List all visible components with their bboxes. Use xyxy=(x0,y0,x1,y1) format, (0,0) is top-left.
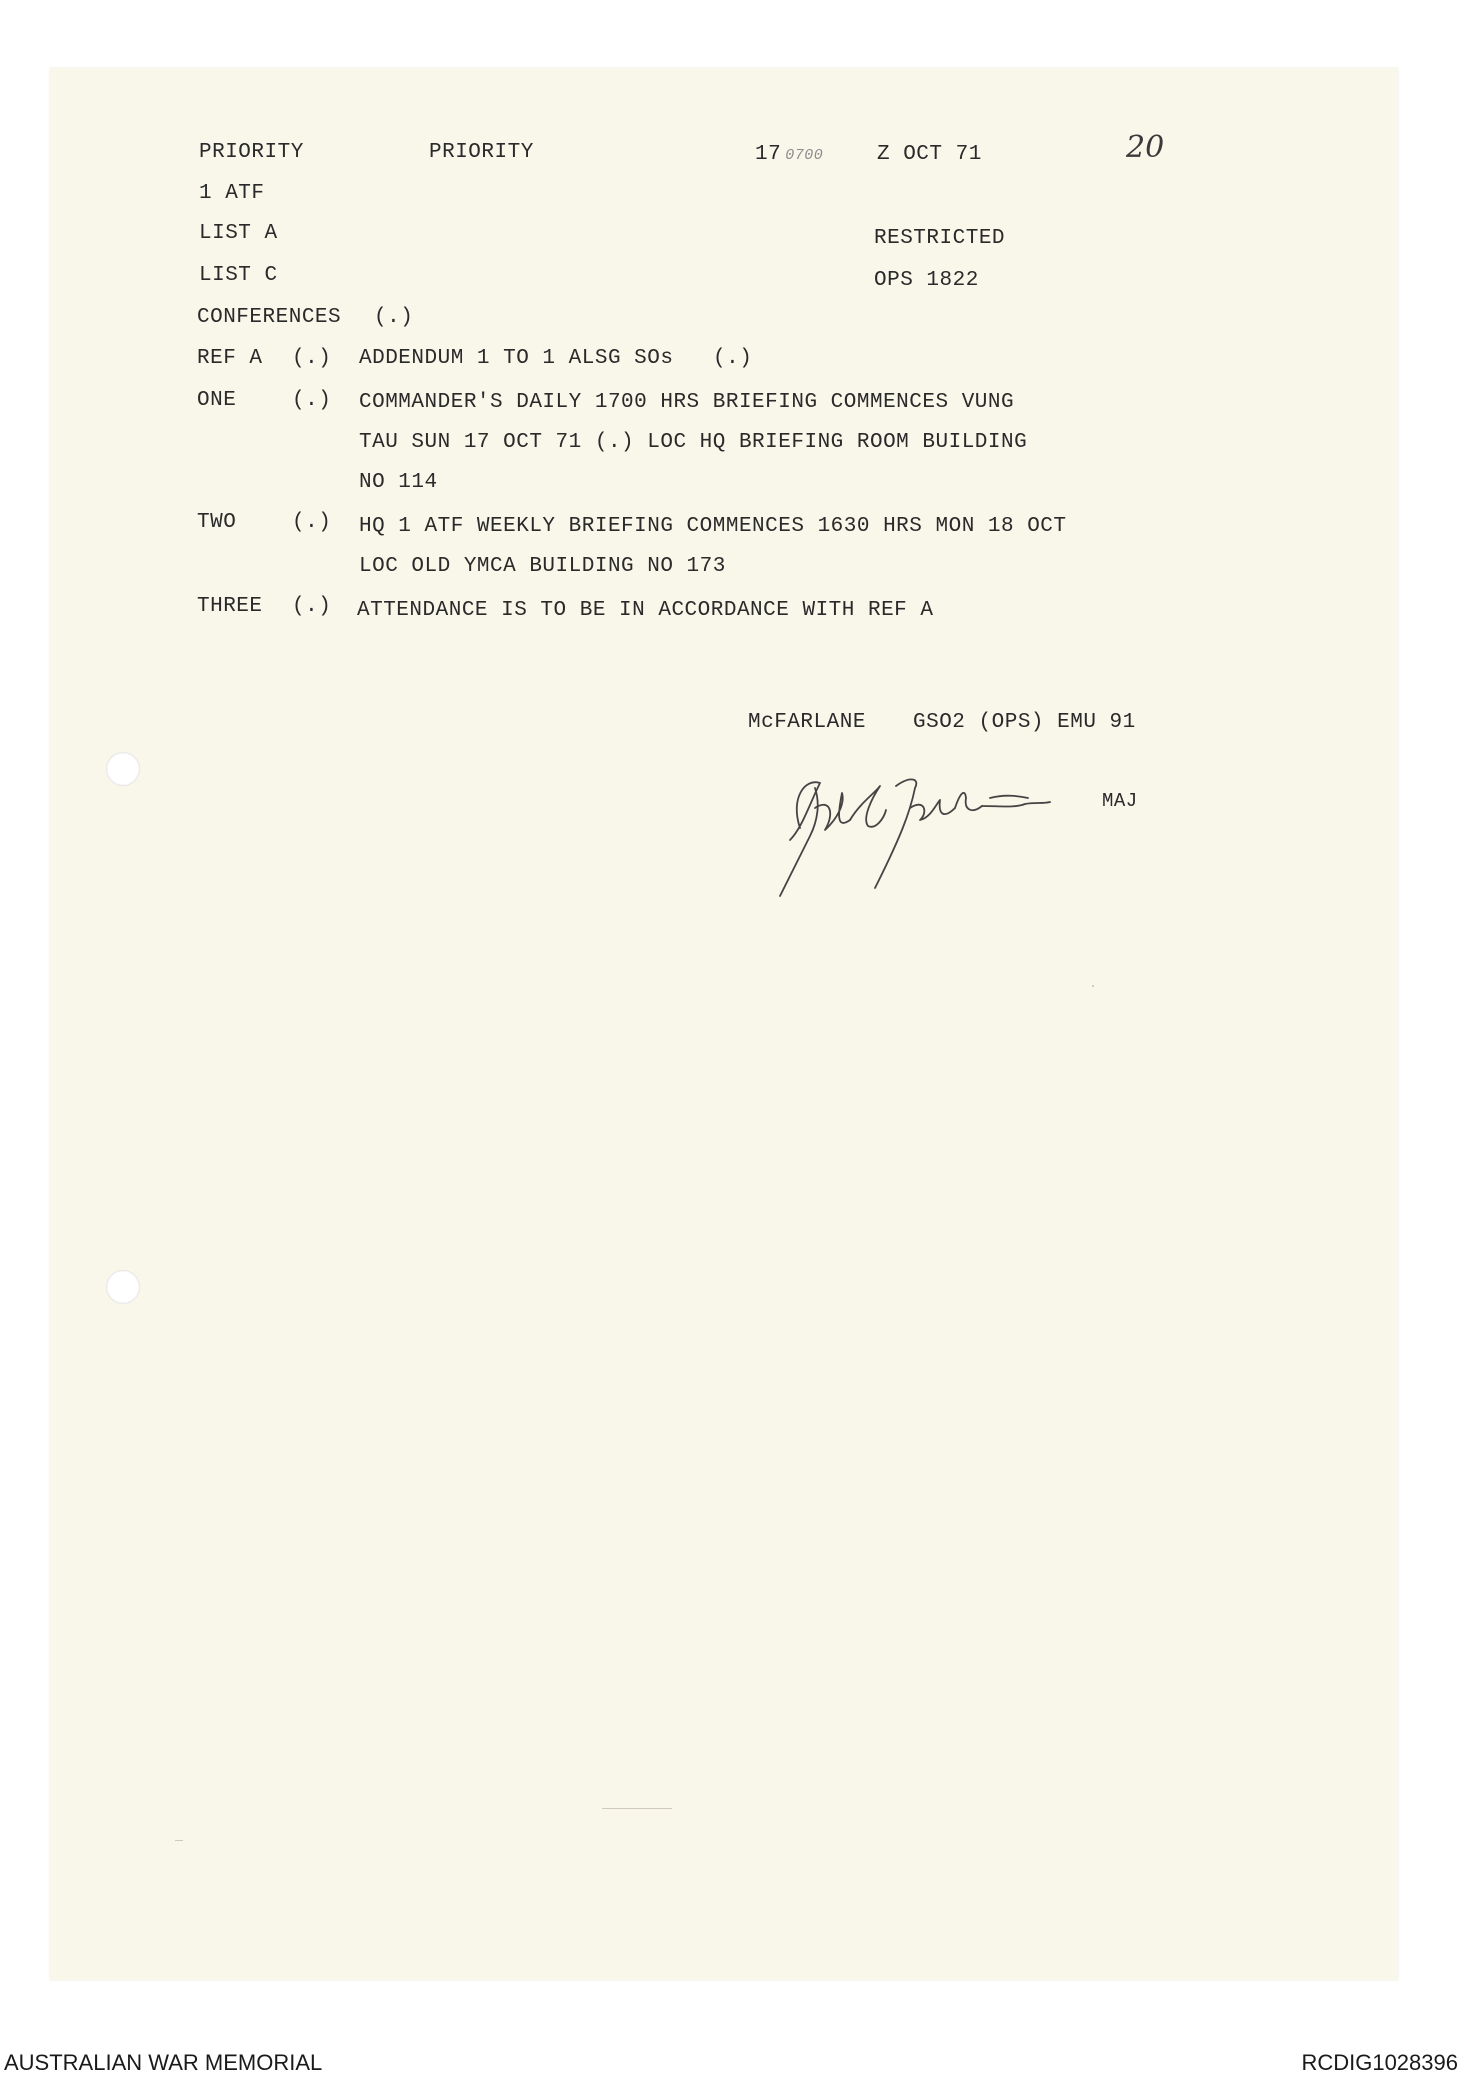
paragraph-stop-ref-a: (.) xyxy=(292,347,332,370)
subject-stop: (.) xyxy=(374,306,414,329)
reference-number: OPS 1822 xyxy=(874,269,979,292)
handwritten-signature xyxy=(760,758,1090,908)
punch-hole-bottom xyxy=(106,1270,140,1304)
paragraph-label-one: ONE xyxy=(197,389,237,412)
precedence-label: PRIORITY xyxy=(199,141,304,164)
dtg-handwritten: 0700 xyxy=(785,147,824,164)
paragraph-label-ref-a: REF A xyxy=(197,347,263,370)
paragraph-text-one-line-1: COMMANDER'S DAILY 1700 HRS BRIEFING COMMENCES VUNG xyxy=(359,391,1015,414)
paragraph-text-two-line-2: LOC OLD YMCA BUILDING NO 173 xyxy=(359,555,726,578)
classification: RESTRICTED xyxy=(874,227,1006,250)
addressee-3: LIST C xyxy=(199,264,278,287)
paper-mark xyxy=(1092,985,1094,987)
originator-appointment: GSO2 (OPS) EMU 91 xyxy=(913,711,1136,734)
paragraph-stop-three: (.) xyxy=(292,595,332,618)
addressee-1: 1 ATF xyxy=(199,182,265,205)
paragraph-stop-one: (.) xyxy=(292,389,332,412)
originator-name: McFARLANE xyxy=(748,711,866,734)
paragraph-label-three: THREE xyxy=(197,595,263,618)
paragraph-text-one-line-2: TAU SUN 17 OCT 71 (.) LOC HQ BRIEFING ROOM BUILDING xyxy=(359,431,1028,454)
paragraph-text-one-line-3: NO 114 xyxy=(359,471,438,494)
date-time-group xyxy=(755,144,823,165)
folio-number: 20 xyxy=(1126,130,1165,165)
subject: CONFERENCES xyxy=(197,306,342,329)
addressee-2: LIST A xyxy=(199,222,278,245)
precedence-label-secondary: PRIORITY xyxy=(429,141,534,164)
paper-mark xyxy=(175,1840,183,1841)
footer-item-id: RCDIG1028396 xyxy=(1301,2050,1458,2075)
paragraph-text-two-line-1: HQ 1 ATF WEEKLY BRIEFING COMMENCES 1630 HRS MON 18 OCT xyxy=(359,515,1067,538)
originator-rank: MAJ xyxy=(1102,790,1138,812)
paper-mark xyxy=(602,1808,672,1809)
punch-hole-top xyxy=(106,752,140,786)
dtg-day: 17 xyxy=(755,143,782,166)
paragraph-text-ref-a-stop: (.) xyxy=(713,347,753,370)
dtg-month-year: Z OCT 71 xyxy=(877,143,982,166)
paragraph-text-three: ATTENDANCE IS TO BE IN ACCORDANCE WITH REF A xyxy=(357,599,934,622)
paragraph-stop-two: (.) xyxy=(292,511,332,534)
paragraph-text-ref-a: ADDENDUM 1 TO 1 ALSG SOs xyxy=(359,347,674,370)
paragraph-label-two: TWO xyxy=(197,511,237,534)
footer-institution: AUSTRALIAN WAR MEMORIAL xyxy=(4,2050,323,2075)
